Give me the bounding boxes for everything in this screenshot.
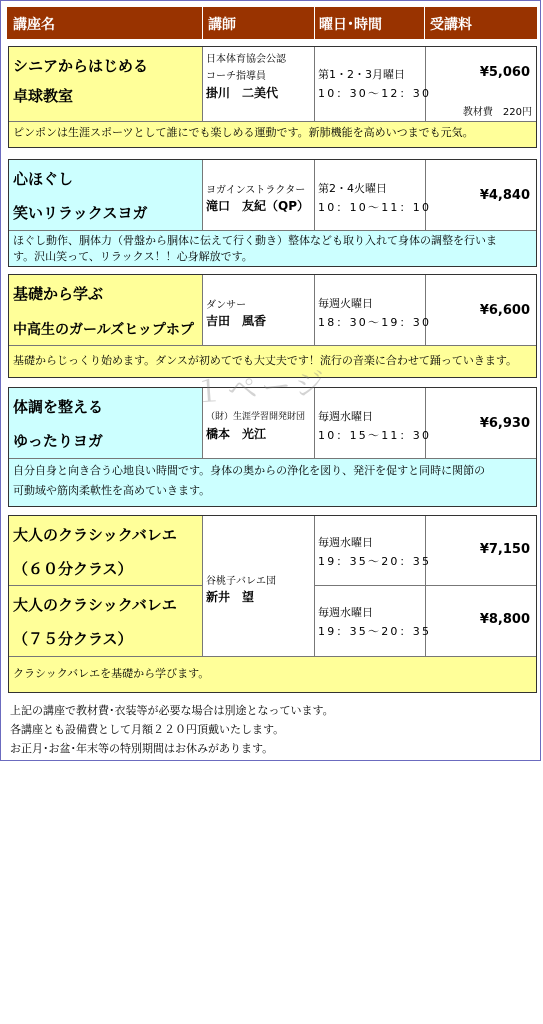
note-line: 各講座とも設備費として月額２２０円頂戴いたします。 (10, 723, 285, 736)
notes (10, 701, 334, 758)
course-description (9, 230, 536, 266)
teacher-cell (203, 160, 315, 230)
course-name-line1: シニアからはじめる (13, 57, 149, 75)
schedule-day: 毎週水曜日 (318, 536, 373, 549)
teacher-name: 新井 望 (206, 590, 255, 604)
schedule-cell (315, 47, 432, 121)
schedule-day: 第2・4火曜日 (318, 182, 387, 195)
fee-amount: ¥5,060 (479, 65, 530, 80)
fee-cell (426, 275, 536, 345)
course-name-line1: 大人のクラシックバレエ (13, 596, 177, 614)
description-text: クラシックバレエを基礎から学びます。 (13, 667, 210, 680)
course-name-line2: 卓球教室 (13, 87, 74, 105)
teacher-title: （財）生涯学習開発財団 (206, 412, 306, 422)
schedule-time: 18：30〜19：30 (318, 316, 432, 329)
course-name-line2: 中高生のガールズヒップホプ (13, 322, 194, 338)
course-name-line1: 体調を整える (13, 398, 104, 416)
course-name-cell-75 (9, 586, 203, 656)
fee-cell (426, 388, 536, 458)
header-fee: 受講料 (430, 17, 472, 33)
description-line1: 自分自身と向き合う心地良い時間です。身体の奥からの浄化を図り、発汗を促すと同時に関節の (13, 464, 486, 477)
course-name-line1: 基礎から学ぶ (13, 285, 104, 303)
course-table-tennis (8, 46, 537, 148)
schedule-time: 10：30〜12：30 (318, 87, 432, 100)
note-line: お正月･お盆･年末等の特別期間はお休みがあります。 (10, 742, 274, 755)
header-course-name: 講座名 (13, 17, 55, 33)
teacher-cell (203, 47, 315, 121)
schedule-day: 第1・2・3月曜日 (318, 68, 405, 81)
teacher-title-2: コーチ指導員 (206, 71, 266, 82)
course-name-line1: 大人のクラシックバレエ (13, 526, 177, 544)
teacher-title: ダンサー (206, 300, 247, 311)
description-line2: 可動域や筋肉柔軟性を高めていきます。 (13, 484, 211, 497)
course-name-line2: ゆったりヨガ (13, 432, 103, 450)
teacher-name: 吉田 風香 (206, 314, 267, 328)
course-name-cell (9, 160, 203, 230)
divider (202, 7, 203, 39)
schedule-time: 10：15〜11：30 (318, 429, 432, 442)
header-schedule: 曜日･時間 (319, 17, 382, 33)
table-header (7, 7, 537, 39)
course-name-cell-60 (9, 516, 203, 586)
teacher-cell (203, 275, 315, 345)
description-text: ピンポンは生涯スポーツとして誰にでも楽しめる運動です。新肺機能を高めいつまでも元気。 (13, 126, 474, 139)
schedule-time: 10：10〜11：10 (318, 201, 432, 214)
schedule-time: 19：35〜20：35 (318, 625, 432, 638)
fee-amount: ¥6,930 (479, 416, 530, 431)
note-line: 上記の講座で教材費･衣装等が必要な場合は別途となっています。 (10, 704, 334, 717)
schedule-cell (315, 388, 432, 458)
fee-amount: ¥6,600 (479, 303, 530, 318)
fee-amount: ¥8,800 (479, 612, 530, 627)
schedule-time: 19：35〜20：35 (318, 555, 432, 568)
fee-cell (426, 47, 536, 121)
schedule-cell-60 (315, 516, 432, 586)
course-description (9, 121, 536, 147)
teacher-title: 谷桃子バレエ団 (206, 576, 276, 587)
description-line1: ほぐし動作、胴体力（骨盤から胴体に伝えて行く動き）整体なども取り入れて身体の調整を行いま (13, 234, 497, 247)
schedule-cell (315, 275, 432, 345)
schedule-cell (315, 160, 432, 230)
divider (424, 7, 425, 39)
fee-cell-60 (426, 516, 536, 586)
fee-amount: ¥4,840 (479, 188, 530, 203)
course-name-line2: 笑いリラックスヨガ (13, 204, 148, 222)
course-name-cell (9, 275, 203, 345)
course-name-line2: （７５分クラス） (13, 630, 133, 648)
course-name-cell (9, 388, 203, 458)
fee-amount: ¥7,150 (479, 542, 530, 557)
course-description (9, 458, 536, 506)
course-description (9, 656, 536, 692)
course-name-cell (9, 47, 203, 121)
schedule-day: 毎週水曜日 (318, 410, 373, 423)
teacher-cell (203, 516, 315, 656)
course-laughter-yoga (8, 159, 537, 267)
fee-cell (426, 160, 536, 230)
description-text: 基礎からじっくり始めます。ダンスが初めてでも大丈夫です！流行の音楽に合わせて踊っていきます。 (13, 354, 518, 367)
course-name-line1: 心ほぐし (13, 170, 74, 188)
material-fee: 教材費 220円 (462, 107, 532, 118)
course-name-line2: （６０分クラス） (13, 560, 133, 578)
teacher-title: 日本体育協会公認 (206, 54, 286, 65)
header-teacher: 講師 (208, 17, 236, 33)
page-watermark: １ページ (192, 366, 330, 411)
teacher-name: 橋本 光江 (206, 427, 267, 441)
schedule-day: 毎週火曜日 (318, 297, 373, 310)
course-ballet (8, 515, 537, 693)
description-line2: す。沢山笑って、リラックス！！心身解放です。 (13, 250, 253, 263)
schedule-day: 毎週水曜日 (318, 606, 373, 619)
divider (314, 7, 315, 39)
fee-cell-75 (426, 586, 536, 656)
teacher-name: 掛川 二美代 (206, 86, 279, 100)
schedule-cell-75 (315, 586, 432, 656)
teacher-name: 滝口 友紀（QP） (206, 199, 309, 213)
teacher-title: ヨガインストラクター (206, 185, 306, 196)
